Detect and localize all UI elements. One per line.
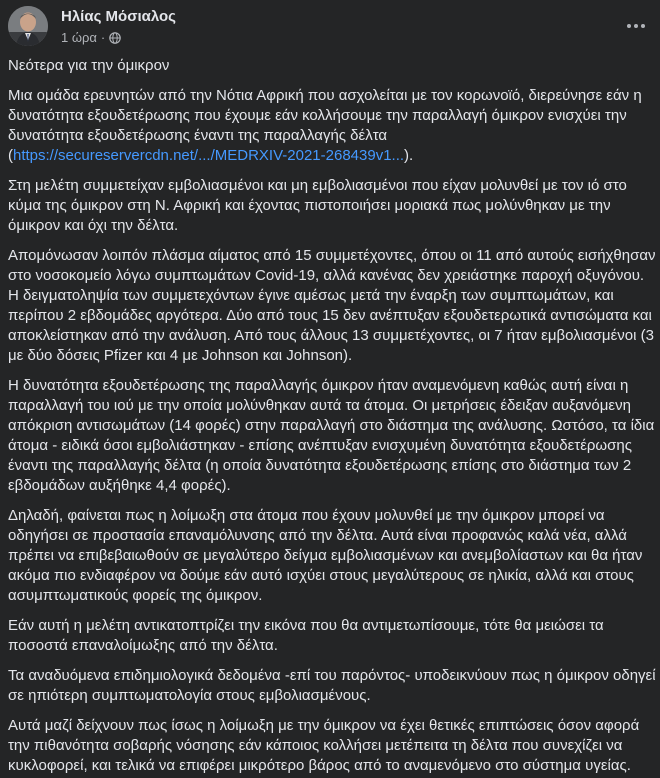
post-paragraph <box>8 86 656 166</box>
meta-separator: · <box>100 30 106 45</box>
more-horizontal-icon <box>626 23 646 29</box>
globe-icon[interactable] <box>109 32 121 44</box>
post-paragraph: Δηλαδή, φαίνεται πως η λοίμωξη στα άτομα που έχουν μολυνθεί με την όμικρον μπορεί να οδηγήσει σε προστασία επαναμόλυνσης από την δέλτα. Αυτά είναι προφανώς καλά νέα, αλλά πρέπει να επιβεβαιωθούν σε μεγαλύτερο δείγμα εμβολιασμένων και ανεμβολίαστων και θα ήταν ακόμα πιο ενδιαφέρον να δούμε εάν αυτό ισχύει στους μεγαλύτερους σε ηλικία, αλλά και στους ασυμπτωματικούς φορείς της όμικρον. <box>8 507 643 604</box>
post-header <box>8 0 656 52</box>
more-options-button[interactable] <box>622 12 650 40</box>
post-meta <box>61 30 121 45</box>
paragraph-text: Μια ομάδα ερευνητών από την Νότια Αφρική που ασχολείται με τον κορωνοϊό, διερεύνησε εάν η δυνατότητα εξουδετέρωσης που έχουμε εάν κολλήσουμε την παραλλαγή όμικρον ενισχύει την δυνατότητα εξουδετέρωσης έναντι της παραλλαγής δέλτα <box>8 87 642 144</box>
link-close-paren: ). <box>404 147 414 164</box>
post-time[interactable]: 1 ώρα <box>61 30 97 45</box>
post-paragraph: Αυτά μαζί δείχνουν πως ίσως η λοίμωξη με την όμικρον να έχει θετικές επιπτώσεις όσον αφορά την πιθανότητα σοβαρής νόσησης εάν κάποιος κολλήσει μετέπειτα τη δέλτα που συνεχίζει να κυκλοφορεί, και τελικά να επιφέρει μικρότερο βάρος από το αναμενόμενο στο σύστημα υγείας. <box>8 717 640 774</box>
post-body <box>8 56 656 776</box>
post-paragraph: Στη μελέτη συμμετείχαν εμβολιασμένοι και μη εμβολιασμένοι που είχαν μολυνθεί με τον ιό στο κύμα της όμικρον στη Ν. Αφρική και έχοντας πιστοποιήσει μοριακά πως μολύνθηκαν με την όμικρον και όχι την δέλτα. <box>8 177 627 234</box>
author-avatar[interactable] <box>8 6 48 46</box>
avatar-image <box>8 6 48 46</box>
post-heading: Νεότερα για την όμικρον <box>8 57 170 74</box>
post-paragraph: Εάν αυτή η μελέτη αντικατοπτρίζει την εικόνα που θα αντιμετωπίσουμε, τότε θα μειώσει τα ποσοστά επαναλοίμωξης από την δέλτα. <box>8 617 604 654</box>
post-paragraph: Η δυνατότητα εξουδετέρωσης της παραλλαγής όμικρον ήταν αναμενόμενη καθώς αυτή είναι η παραλλαγή του ιού με την οποία μολύνθηκαν αυτά τα άτομα. Οι μετρήσεις έδειξαν αυξανόμενη απόκριση αντισωμάτων (14 φορές) στην παραλλαγή στο διάστημα της ανάλυσης. Ωστόσο, τα ίδια άτομα - ειδικά όσοι εμβολιάστηκαν - επίσης ανέπτυξαν ενισχυμένη δυνατότητα εξουδετέρωσης έναντι της παραλλαγής δέλτα (η οποία δυνατότητα εξουδετέρωσης επίσης στο διάστημα των 2 εβδομάδων αυξήθηκε 4,4 φορές). <box>8 377 655 494</box>
post-paragraph: Τα αναδυόμενα επιδημιολογικά δεδομένα -επί του παρόντος- υποδεικνύουν πως η όμικρον οδηγεί σε ηπιότερη συμπτωματολογία στους εμβολιασμένους. <box>8 667 656 704</box>
post-paragraph: Απομόνωσαν λοιπόν πλάσμα αίματος από 15 συμμετέχοντες, όπου οι 11 από αυτούς εισήχθησαν στο νοσοκομείο λόγω συμπτωμάτων Covid-19, αλλά κανένας δεν χρειάστηκε παροχή οξυγόνου. Η δειγματοληψία των συμμετεχόντων έγινε αμέσως μετά την έναρξη των συμπτωμάτων, και περίπου 2 εβδομάδες αργότερα. Δύο από τους 15 δεν ανέπτυξαν εξουδετερωτικά αντισώματα και αποκλείστηκαν από την ανάλυση. Από τους άλλους 13 συμμετέχοντες, οι 7 ήταν εμβολιασμένοι (3 με δύο δόσεις Pfizer και 4 με Johnson και Johnson). <box>8 247 656 364</box>
author-name[interactable]: Ηλίας Μόσιαλος <box>61 8 176 25</box>
link-open-paren: ( <box>8 147 13 164</box>
source-link[interactable]: https://secureservercdn.net/.../MEDRXIV-2021-268439v1... <box>13 147 405 164</box>
